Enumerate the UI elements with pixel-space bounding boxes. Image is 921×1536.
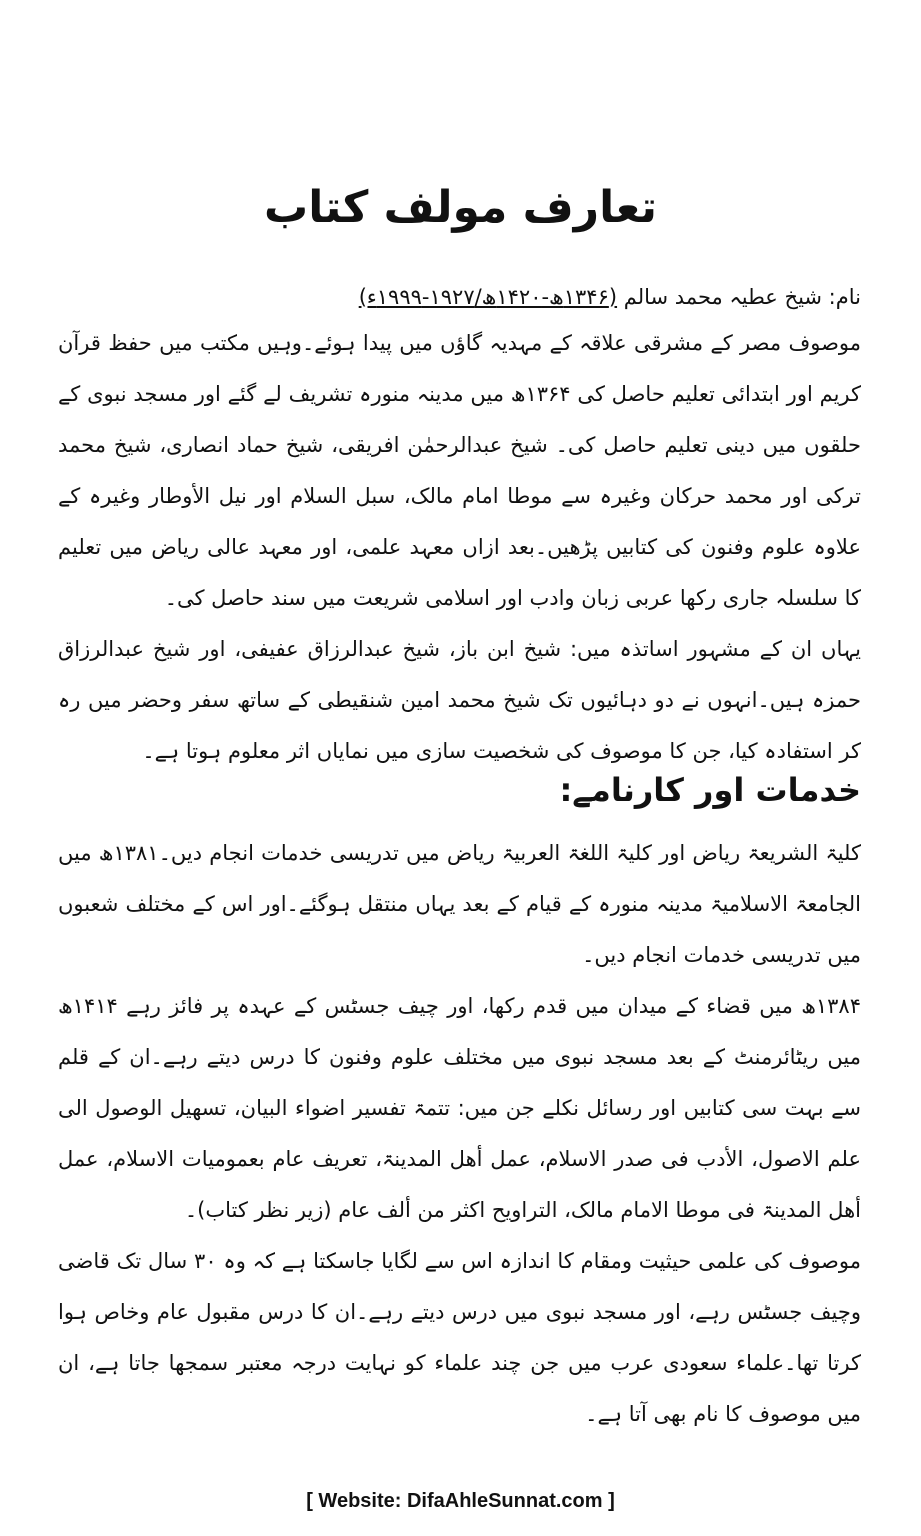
services-paragraph: ۱۳۸۴ھ میں قضاء کے میدان میں قدم رکھا، اور چیف جسٹس کے عہدہ پر فائز رہے ۱۴۱۴ھ میں ریٹائرمنٹ کے بعد مسجد نبوی میں مختلف علوم وفنون کا درس دیتے رہے۔ان کے قلم سے بہت سی کتابیں اور رسائل نکلے جن میں: تتمۃ تفسیر اضواء البیان، تسھیل الوصول الی علم الاصول، الأدب فی صدر الاسلام، عمل أھل المدینۃ، تعریف عام بعمومیات الاسلام، عمل أھل المدینۃ فی موطا الامام مالک، التراویح اکثر من ألف عام (زیر نظر کتاب)۔ <box>58 994 861 1222</box>
services-heading: خدمات اور کارنامے: <box>559 771 861 809</box>
biography-paragraph: یہاں ان کے مشہور اساتذہ میں: شیخ ابن باز، شیخ عبدالرزاق عفیفی، اور شیخ عبدالرزاق حمزہ ہیں۔انہوں نے دو دہائیوں تک شیخ محمد امین شنقیطی کے ساتھ سفر وحضر میں رہ کر استفادہ کیا، جن کا موصوف کی شخصیت سازی میں نمایاں اثر معلوم ہوتا ہے۔ <box>58 637 861 763</box>
biography-paragraph: موصوف مصر کے مشرقی علاقہ کے مہدیہ گاؤں میں پیدا ہوئے۔وہیں مکتب میں حفظ قرآن کریم اور ابتدائی تعلیم حاصل کی ۱۳۶۴ھ میں مدینہ منورہ تشریف لے گئے اور مسجد نبوی کے حلقوں میں دینی تعلیم حاصل کی۔ شیخ عبدالرحمٰن افریقی، شیخ حماد انصاری، شیخ محمد ترکی اور محمد حرکان وغیرہ سے موطا امام مالک، سبل السلام اور نیل الأوطار وغیرہ کے علاوہ علوم وفنون کی کتابیں پڑھیں۔بعد ازاں معہد علمی، اور معہد عالی ریاض میں تعلیم کا سلسلہ جاری رکھا عربی زبان وادب اور اسلامی شریعت میں سند حاصل کی۔ <box>58 331 861 610</box>
services-paragraph: موصوف کی علمی حیثیت ومقام کا اندازہ اس سے لگایا جاسکتا ہے کہ وہ ۳۰ سال تک قاضی وچیف جسٹس رہے، اور مسجد نبوی میں درس دیتے رہے۔ان کا درس مقبول عام وخاص ہوا کرتا تھا۔علماء سعودی عرب میں جن چند علماء کو نہایت درجہ معتبر سمجھا جاتا ہے، ان میں موصوف کا نام بھی آتا ہے۔ <box>58 1249 861 1426</box>
author-name: نام: شیخ عطیہ محمد سالم <box>623 285 861 309</box>
services-paragraph: کلیۃ الشریعۃ ریاض اور کلیۃ اللغۃ العربیۃ ریاض میں تدریسی خدمات انجام دیں۔۱۳۸۱ھ میں الجامعۃ الاسلامیۃ مدینہ منورہ کے قیام کے بعد یہاں منتقل ہوگئے۔اور اس کے مختلف شعبوں میں تدریسی خدمات انجام دیں۔ <box>58 841 861 967</box>
biography-section <box>58 318 861 777</box>
author-dates: (۱۳۴۶ھ-۱۴۲۰ھ/۱۹۲۷-۱۹۹۹ء) <box>358 285 618 309</box>
services-section <box>58 828 861 1440</box>
website-footer: [ Website: DifaAhleSunnat.com ] <box>306 1490 615 1512</box>
page-title: تعارف مولف کتاب <box>264 182 657 233</box>
